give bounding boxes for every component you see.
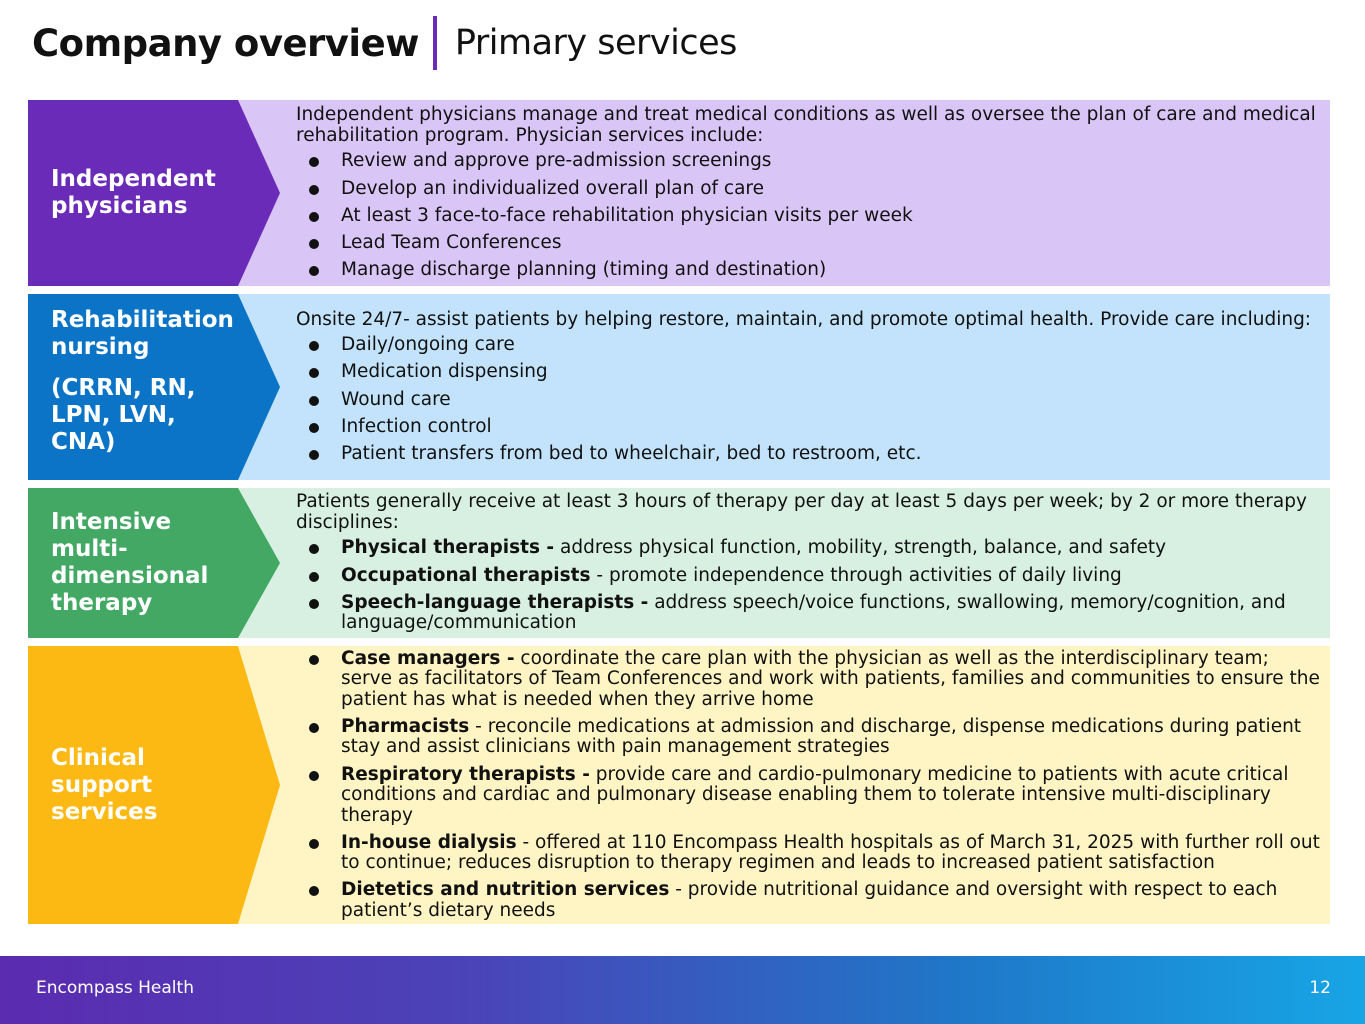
bullet-icon: [309, 239, 319, 249]
bullet-icon: [309, 212, 319, 222]
label-line: Independent: [51, 166, 216, 192]
chevron-arrow: [236, 294, 280, 480]
list-item: [296, 390, 1324, 411]
bullet-icon: [309, 655, 319, 665]
label-line: Intensive: [51, 509, 172, 535]
panel-text: [296, 294, 1324, 480]
bullet-icon: [309, 839, 319, 849]
bullet-icon: [309, 723, 319, 733]
list-item: [296, 179, 1324, 200]
item-term: In-house dialysis: [341, 831, 517, 853]
bullet-icon: [309, 544, 319, 554]
label-line: nursing: [51, 334, 150, 360]
bullet-icon: [309, 886, 319, 896]
item-desc: address speech/voice functions, swallowing, memory/cognition, and language/communication: [341, 591, 1286, 634]
item-desc: - provide nutritional guidance and oversight with respect to each patient’s dietary needs: [341, 879, 1278, 921]
row-rehabilitation-nursing: [28, 294, 1330, 480]
item-desc: - promote independence through activities of daily living: [590, 564, 1122, 586]
bullet-list: [296, 649, 1324, 922]
bullet-list: [296, 538, 1324, 633]
category-label: [28, 100, 236, 286]
bullet-icon: [309, 266, 319, 276]
list-item: [296, 717, 1324, 758]
page-title: Company overview: [32, 21, 419, 65]
item-desc: - offered at 110 Encompass Health hospitals as of March 31, 2025 with further roll out to continue; reduces disruption to therapy regimen and leads to increased patient satisfaction: [341, 831, 1320, 874]
item-text: Wound care: [341, 388, 451, 410]
panel-text: [296, 646, 1324, 924]
bullet-list: [296, 151, 1324, 280]
list-item: [296, 417, 1324, 438]
bullet-icon: [309, 771, 319, 781]
label-line: support: [51, 771, 153, 798]
list-item: [296, 151, 1324, 172]
label-line: services: [51, 798, 158, 825]
list-item: [296, 538, 1324, 559]
list-item: [296, 362, 1324, 383]
item-term: Respiratory therapists -: [341, 763, 590, 785]
item-text: Manage discharge planning (timing and destination): [341, 259, 827, 281]
row-intensive-therapy: [28, 488, 1330, 638]
footer-brand: Encompass Health: [36, 978, 194, 998]
footer-bar: [0, 956, 1365, 1024]
chevron-arrow: [236, 646, 280, 924]
category-label: [28, 488, 236, 638]
item-term: Pharmacists: [341, 715, 470, 737]
bullet-icon: [309, 599, 319, 609]
item-term: Dietetics and nutrition services: [341, 879, 670, 901]
intro-text: Independent physicians manage and treat medical conditions as well as oversee the plan of care and medical rehabilitation program. Physician services include:: [296, 104, 1316, 146]
page-number: 12: [1309, 978, 1331, 998]
category-label: [28, 294, 236, 480]
intro-text: Onsite 24/7- assist patients by helping restore, maintain, and promote optimal health. Provide care including:: [296, 308, 1312, 330]
page-title-block: [32, 14, 737, 72]
bullet-icon: [309, 368, 319, 378]
label-line: Clinical: [51, 744, 145, 771]
item-text: At least 3 face-to-face rehabilitation physician visits per week: [341, 204, 913, 226]
item-term: Physical therapists -: [341, 537, 555, 559]
list-item: [296, 335, 1324, 356]
label-line: physicians: [51, 193, 188, 219]
title-divider: [433, 16, 437, 70]
chevron-arrow: [236, 100, 280, 286]
list-item: [296, 593, 1324, 634]
item-term: Speech-language therapists -: [341, 591, 649, 613]
item-term: Case managers -: [341, 647, 515, 669]
label-line: multi-: [51, 536, 128, 562]
bullet-list: [296, 335, 1324, 464]
label-line: therapy: [51, 590, 153, 616]
panel-text: [296, 100, 1324, 286]
list-item: [296, 206, 1324, 227]
bullet-icon: [309, 157, 319, 167]
item-desc: address physical function, mobility, strength, balance, and safety: [554, 537, 1167, 559]
list-item: [296, 833, 1324, 874]
category-label: [28, 646, 236, 924]
bullet-icon: [309, 396, 319, 406]
item-text: Daily/ongoing care: [341, 334, 515, 356]
page-subtitle: Primary services: [454, 23, 737, 63]
item-text: Develop an individualized overall plan of care: [341, 177, 764, 199]
item-text: Lead Team Conferences: [341, 231, 562, 253]
list-item: [296, 260, 1324, 281]
item-term: Occupational therapists: [341, 564, 591, 586]
intro-text: Patients generally receive at least 3 hours of therapy per day at least 5 days per week; by 2 or more therapy disciplines:: [296, 491, 1307, 533]
bullet-icon: [309, 341, 319, 351]
item-text: Medication dispensing: [341, 361, 548, 383]
list-item: [296, 233, 1324, 254]
bullet-icon: [309, 572, 319, 582]
chevron-arrow: [236, 488, 280, 638]
row-independent-physicians: [28, 100, 1330, 286]
label-line: Rehabilitation: [51, 307, 234, 333]
item-desc: provide care and cardio-pulmonary medicine to patients with acute critical conditions and cardiac and pulmonary disease enabling them to tolerate intensive multi-disciplinary therapy: [341, 763, 1289, 826]
bullet-icon: [309, 423, 319, 433]
item-text: Review and approve pre-admission screenings: [341, 150, 772, 172]
item-text: Infection control: [341, 415, 492, 437]
row-clinical-support: [28, 646, 1330, 924]
bullet-icon: [309, 450, 319, 460]
list-item: [296, 566, 1324, 587]
bullet-icon: [309, 185, 319, 195]
item-text: Patient transfers from bed to wheelchair, bed to restroom, etc.: [341, 442, 922, 464]
list-item: [296, 444, 1324, 465]
label-line: dimensional: [51, 563, 209, 589]
list-item: [296, 880, 1324, 921]
panel-text: [296, 488, 1324, 638]
item-desc: coordinate the care plan with the physician as well as the interdisciplinary team; serve as facilitators of Team Conferences and work with patients, families and communities to ensure the patient has what is needed when they arrive home: [341, 647, 1320, 710]
list-item: [296, 765, 1324, 827]
item-desc: - reconcile medications at admission and discharge, dispense medications during patient stay and assist clinicians with pain management strategies: [341, 715, 1302, 758]
list-item: [296, 649, 1324, 711]
label-credentials: (CRRN, RN, LPN, LVN, CNA): [51, 375, 196, 455]
